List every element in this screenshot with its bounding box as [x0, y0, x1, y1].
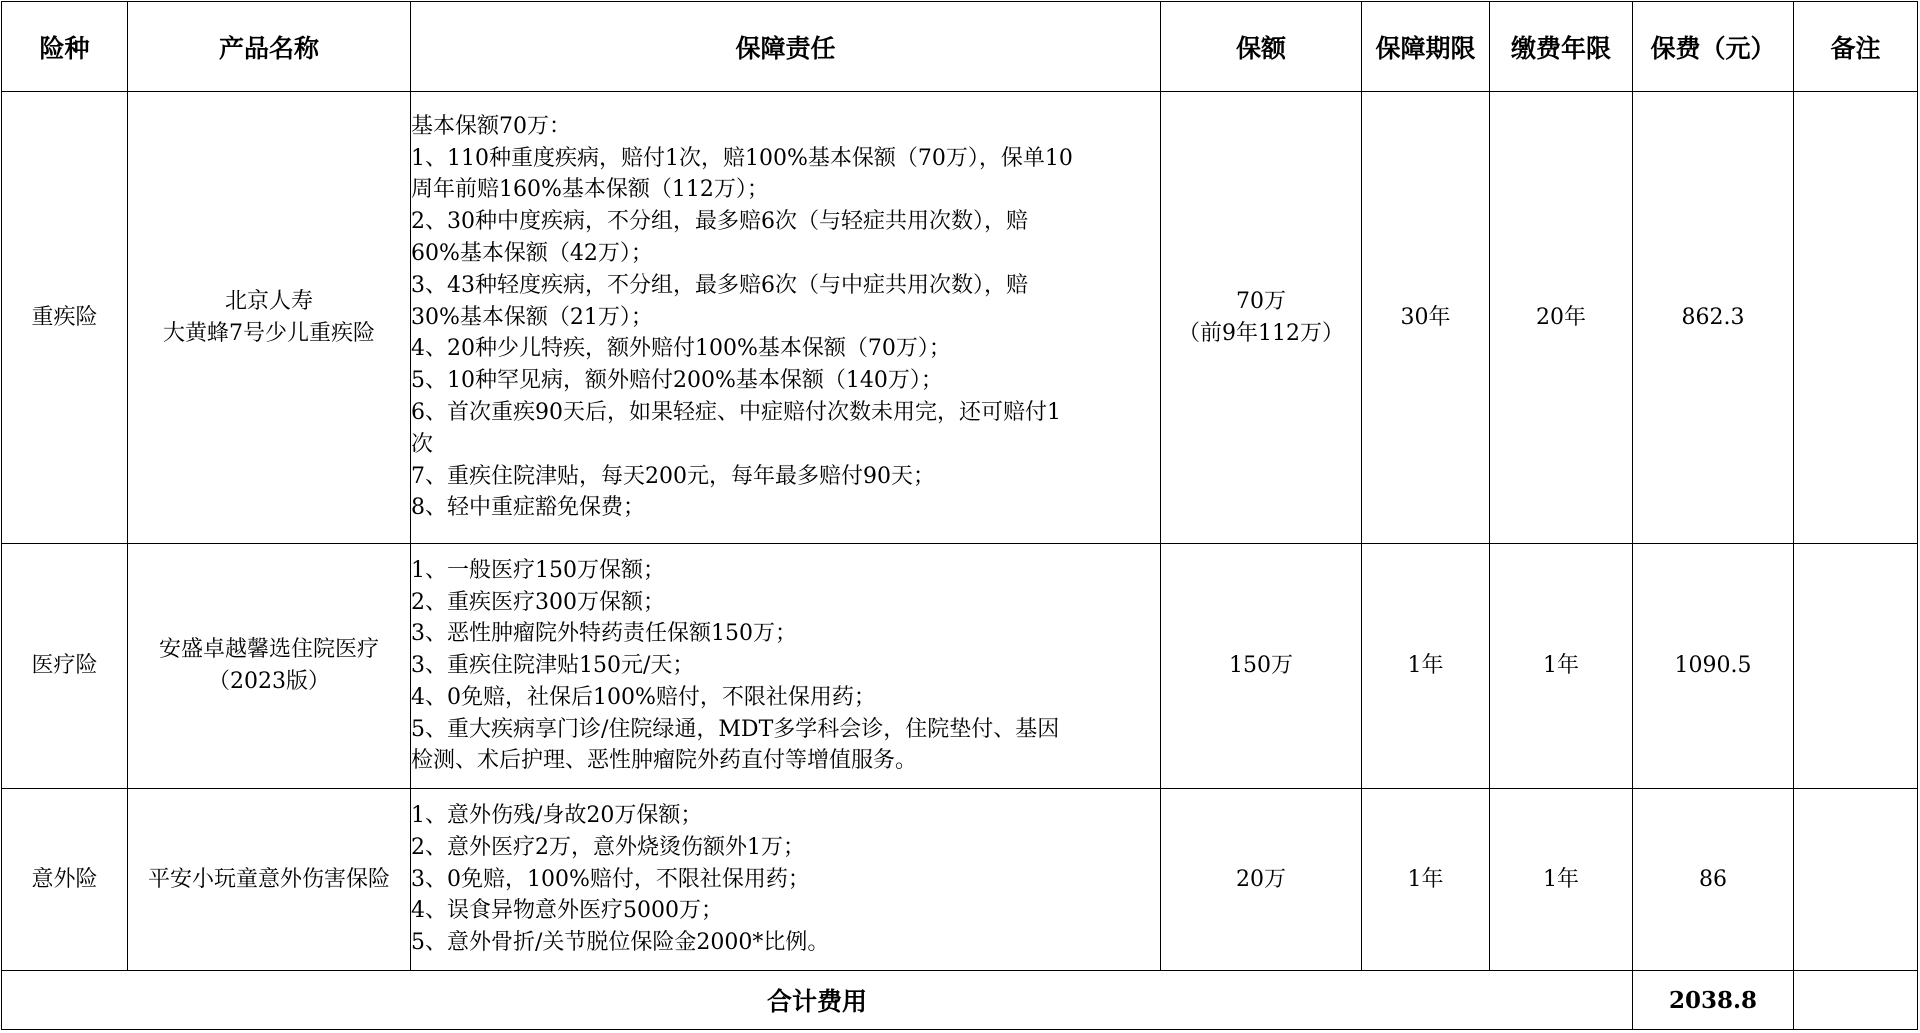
coverage-line: 5、重大疾病享门诊/住院绿通，MDT多学科会诊，住院垫付、基因 [411, 716, 1060, 742]
amount-line: 70万 [1236, 288, 1286, 314]
header-type: 险种 [2, 2, 128, 92]
cell-notes [1794, 92, 1918, 544]
total-label: 合计费用 [2, 971, 1633, 1030]
cell-coverage [411, 789, 1161, 971]
product-name-line: 平安小玩童意外伤害保险 [147, 866, 390, 892]
amount-line: 150万 [1229, 653, 1293, 678]
cell-coverage [411, 544, 1161, 789]
product-name-line: 北京人寿 [224, 288, 313, 314]
cell-amount [1161, 789, 1362, 971]
total-notes [1794, 971, 1918, 1030]
coverage-line: 次 [411, 431, 434, 457]
coverage-line: 2、重疾医疗300万保额； [411, 589, 665, 615]
coverage-line: 30%基本保额（21万）； [411, 304, 653, 330]
header-row [2, 2, 1918, 92]
table-row [2, 789, 1918, 971]
header-payment-years: 缴费年限 [1490, 2, 1633, 92]
coverage-line: 1、意外伤残/身故20万保额； [411, 803, 703, 828]
coverage-line: 3、0免赔，100%赔付，不限社保用药； [411, 866, 810, 892]
cell-amount [1161, 544, 1362, 789]
table-row [2, 544, 1918, 789]
cell-type: 意外险 [2, 789, 128, 971]
coverage-line: 5、意外骨折/关节脱位保险金2000*比例。 [411, 930, 830, 956]
cell-amount [1161, 92, 1362, 544]
coverage-line: 1、一般医疗150万保额； [411, 557, 665, 583]
coverage-line: 60%基本保额（42万）； [411, 241, 653, 266]
header-amount: 保额 [1161, 2, 1362, 92]
coverage-line: 7、重疾住院津贴，每天200元，每年最多赔付90天； [411, 463, 935, 489]
coverage-line: 1、110种重度疾病，赔付1次，赔100%基本保额（70万），保单10 [411, 145, 1073, 171]
coverage-line: 基本保额70万： [411, 113, 571, 139]
coverage-line: 4、0免赔，社保后100%赔付，不限社保用药； [411, 684, 876, 710]
header-premium: 保费（元） [1633, 2, 1794, 92]
total-row [2, 971, 1918, 1030]
cell-type: 医疗险 [2, 544, 128, 789]
product-name-line: （2023版） [208, 669, 330, 694]
coverage-line: 2、30种中度疾病，不分组，最多赔6次（与轻症共用次数），赔 [411, 209, 1028, 235]
cell-notes [1794, 789, 1918, 971]
cell-product [128, 789, 411, 971]
cell-payment-years: 20年 [1490, 92, 1633, 544]
cell-premium: 862.3 [1633, 92, 1794, 544]
header-coverage: 保障责任 [411, 2, 1161, 92]
product-name-line: 安盛卓越馨选住院医疗 [158, 637, 379, 662]
cell-premium: 1090.5 [1633, 544, 1794, 789]
cell-type: 重疾险 [2, 92, 128, 544]
cell-coverage [411, 92, 1161, 544]
amount-line: 20万 [1236, 866, 1286, 892]
cell-period: 1年 [1362, 544, 1490, 789]
cell-product [128, 92, 411, 544]
coverage-line: 2、意外医疗2万，意外烧烫伤额外1万； [411, 834, 805, 860]
product-name-line: 大黄蜂7号少儿重疾险 [163, 320, 375, 346]
coverage-line: 3、重疾住院津贴150元/天； [411, 653, 695, 679]
coverage-line: 8、轻中重症豁免保费； [411, 495, 645, 521]
cell-period: 1年 [1362, 789, 1490, 971]
cell-payment-years: 1年 [1490, 544, 1633, 789]
cell-period: 30年 [1362, 92, 1490, 544]
cell-product [128, 544, 411, 789]
header-period: 保障期限 [1362, 2, 1490, 92]
coverage-line: 4、20种少儿特疾，额外赔付100%基本保额（70万）； [411, 336, 951, 362]
amount-line: （前9年112万） [1178, 320, 1344, 346]
insurance-plan-table [1, 1, 1918, 1030]
coverage-line: 3、43种轻度疾病，不分组，最多赔6次（与中症共用次数），赔 [411, 272, 1028, 298]
cell-notes [1794, 544, 1918, 789]
cell-payment-years: 1年 [1490, 789, 1633, 971]
table-row [2, 92, 1918, 544]
coverage-line: 6、首次重疾90天后，如果轻症、中症赔付次数未用完，还可赔付1 [411, 399, 1061, 425]
total-value: 2038.8 [1633, 971, 1794, 1030]
coverage-line: 5、10种罕见病，额外赔付200%基本保额（140万）； [411, 368, 943, 394]
cell-premium: 86 [1633, 789, 1794, 971]
coverage-line: 3、恶性肿瘤院外特药责任保额150万； [411, 621, 797, 647]
coverage-line: 检测、术后护理、恶性肿瘤院外药直付等增值服务。 [411, 748, 918, 774]
coverage-line: 4、误食异物意外医疗5000万； [411, 898, 723, 924]
header-product: 产品名称 [128, 2, 411, 92]
coverage-line: 周年前赔160%基本保额（112万）； [411, 177, 769, 203]
header-notes: 备注 [1794, 2, 1918, 92]
